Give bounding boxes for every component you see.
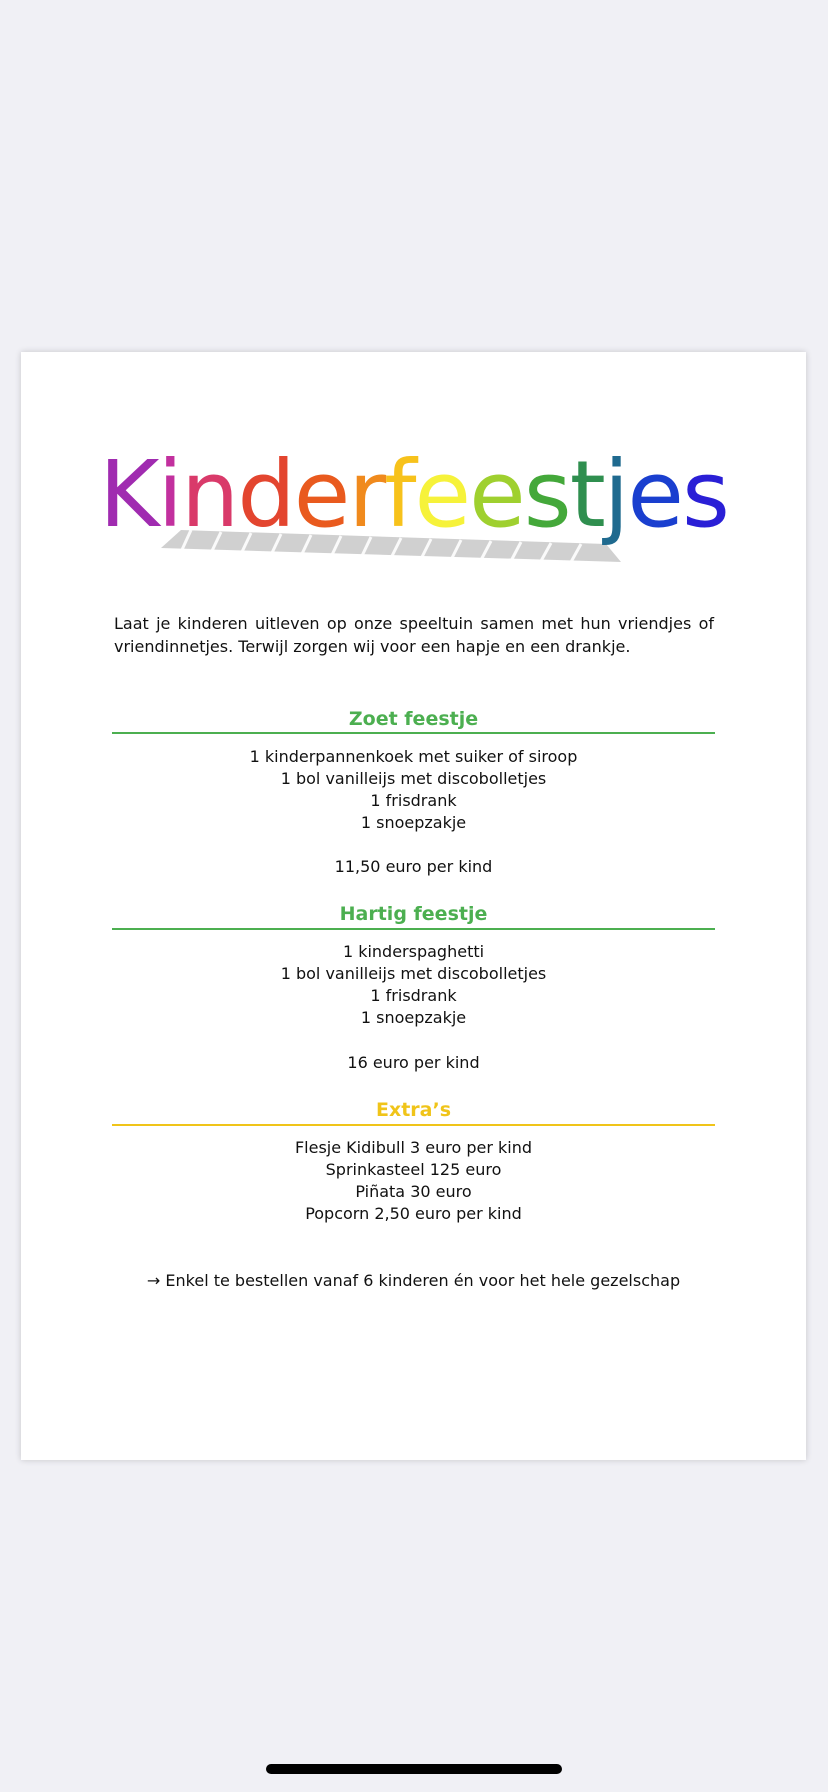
title-letter: e [293,441,349,548]
title-letter: r [348,441,385,548]
list-item: Flesje Kidibull 3 euro per kind [294,1138,533,1157]
section-title-hartig: Hartig feestje [339,903,488,925]
title-letter: s [523,441,570,548]
title-letter: f [384,441,415,548]
title-letter: e [414,441,470,548]
section-divider-extras [112,1124,715,1126]
section-items-hartig [112,941,715,1029]
title-letter: K [99,441,158,548]
title-letter: s [681,441,728,548]
document-title [21,440,806,550]
list-item: 1 kinderspaghetti [342,942,485,961]
document-page [21,352,806,1460]
list-item: 1 snoepzakje [360,813,467,832]
list-item: Sprinkasteel 125 euro [325,1160,502,1179]
list-item: 1 bol vanilleijs met discobolletjes [280,964,547,983]
intro-text: Laat je kinderen uitleven op onze speeltuin samen met hun vriendjes of vriendinnetjes. Terwijl zorgen wij voor een hapje en een drankje. [114,614,714,656]
list-item: 1 bol vanilleijs met discobolletjes [280,769,547,788]
title-letter: t [569,441,604,548]
section-divider-hartig [112,928,715,930]
title-letter: e [469,441,524,548]
list-item: 1 kinderpannenkoek met suiker of siroop [249,747,578,766]
section-title-zoet: Zoet feestje [348,708,479,730]
home-indicator[interactable] [266,1764,562,1774]
price-zoet: 11,50 euro per kind [334,857,493,876]
title-wordart [21,440,806,570]
title-letter: j [603,441,628,548]
list-item: Popcorn 2,50 euro per kind [305,1204,522,1223]
section-title-extras: Extra’s [375,1099,452,1121]
section-items-extras [112,1137,715,1225]
list-item: 1 frisdrank [370,986,457,1005]
title-letter: n [181,441,238,548]
title-letter: i [157,441,181,548]
list-item: 1 snoepzakje [360,1008,467,1027]
section-divider-zoet [112,732,715,734]
order-note: → Enkel te bestellen vanaf 6 kinderen én voor het hele gezelschap [146,1271,681,1290]
list-item: Piñata 30 euro [355,1182,472,1201]
price-hartig: 16 euro per kind [347,1053,480,1072]
section-items-zoet [112,746,715,834]
title-letter: d [237,441,294,548]
title-letter: e [627,441,682,548]
list-item: 1 frisdrank [370,791,457,810]
